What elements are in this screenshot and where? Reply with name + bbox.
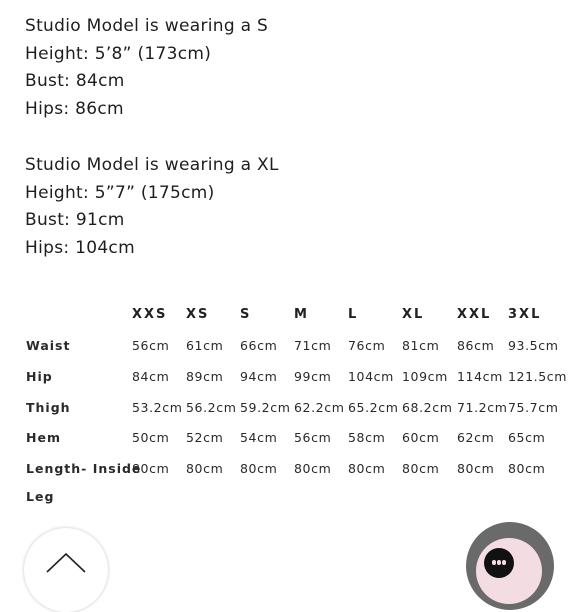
table-cell: 104cm	[348, 369, 394, 384]
size-header-l: L	[348, 307, 359, 322]
table-cell: 52cm	[186, 430, 224, 445]
table-cell: 80cm	[348, 461, 386, 476]
model-info-xl	[25, 152, 279, 262]
model-bust-text: Bust: 84cm	[25, 71, 125, 92]
table-cell: 89cm	[186, 369, 224, 384]
table-cell: 60cm	[402, 430, 440, 445]
table-cell: 80cm	[508, 461, 546, 476]
table-cell: 56cm	[132, 338, 170, 353]
row-label: Hem	[26, 430, 61, 445]
table-cell: 114cm	[457, 369, 503, 384]
table-cell: 66cm	[240, 338, 278, 353]
table-row-hip	[0, 369, 580, 389]
size-header-xs: XS	[186, 307, 210, 322]
row-label: Thigh	[26, 400, 71, 415]
scroll-to-top-button[interactable]	[24, 528, 108, 612]
table-cell: 109cm	[402, 369, 448, 384]
row-label: Length- Inside	[26, 461, 142, 476]
table-cell: 93.5cm	[508, 338, 559, 353]
table-cell: 65cm	[508, 430, 546, 445]
table-cell: 68.2cm	[402, 400, 453, 415]
row-label: Hip	[26, 369, 53, 384]
table-cell: 86cm	[457, 338, 495, 353]
model-wearing-text: Studio Model is wearing a S	[25, 16, 269, 36]
size-header-xxs: XXS	[132, 307, 168, 322]
table-cell: 62cm	[457, 430, 495, 445]
table-cell: 59.2cm	[240, 400, 291, 415]
table-cell: 99cm	[294, 369, 332, 384]
chevron-up-icon	[45, 550, 87, 574]
size-header-3xl: 3XL	[508, 307, 542, 322]
table-cell: 84cm	[132, 369, 170, 384]
table-cell: 76cm	[348, 338, 386, 353]
table-cell: 81cm	[402, 338, 440, 353]
size-header-row	[0, 307, 580, 327]
table-cell: 80cm	[457, 461, 495, 476]
size-header-xxl: XXL	[457, 307, 492, 322]
model-hips-text: Hips: 104cm	[25, 237, 135, 258]
row-label: Waist	[26, 338, 71, 353]
table-cell: 56.2cm	[186, 400, 237, 415]
table-row-inside-leg	[0, 461, 580, 481]
table-cell: 80cm	[294, 461, 332, 476]
table-cell: 75.7cm	[508, 400, 559, 415]
table-cell: 53.2cm	[132, 400, 183, 415]
model-wearing-text: Studio Model is wearing a XL	[25, 155, 279, 175]
size-header-m: M	[294, 307, 309, 322]
table-cell: 50cm	[132, 430, 170, 445]
table-row-hem	[0, 430, 580, 450]
model-bust-text: Bust: 91cm	[25, 210, 125, 231]
table-cell: 61cm	[186, 338, 224, 353]
table-cell: 58cm	[348, 430, 386, 445]
size-header-s: S	[240, 307, 252, 322]
model-height-text: Height: 5’8” (173cm)	[25, 43, 212, 64]
size-header-xl: XL	[402, 307, 425, 322]
model-info-small	[25, 13, 268, 123]
table-row-waist	[0, 338, 580, 358]
table-cell: 94cm	[240, 369, 278, 384]
table-cell: 65.2cm	[348, 400, 399, 415]
table-cell: 80cm	[240, 461, 278, 476]
model-hips-text: Hips: 86cm	[25, 98, 124, 119]
table-row-thigh	[0, 400, 580, 420]
table-cell: 62.2cm	[294, 400, 345, 415]
chat-icon	[484, 548, 514, 578]
chat-widget-button[interactable]	[466, 522, 554, 610]
table-cell: 56cm	[294, 430, 332, 445]
model-height-text: Height: 5”7” (175cm)	[25, 182, 215, 203]
table-cell: 54cm	[240, 430, 278, 445]
table-cell: 80cm	[402, 461, 440, 476]
table-cell: 71.2cm	[457, 400, 508, 415]
table-cell: 80cm	[186, 461, 224, 476]
table-cell: 121.5cm	[508, 369, 568, 384]
table-cell: 71cm	[294, 338, 332, 353]
row-label-continued: Leg	[26, 489, 55, 504]
table-cell: 80cm	[132, 461, 170, 476]
